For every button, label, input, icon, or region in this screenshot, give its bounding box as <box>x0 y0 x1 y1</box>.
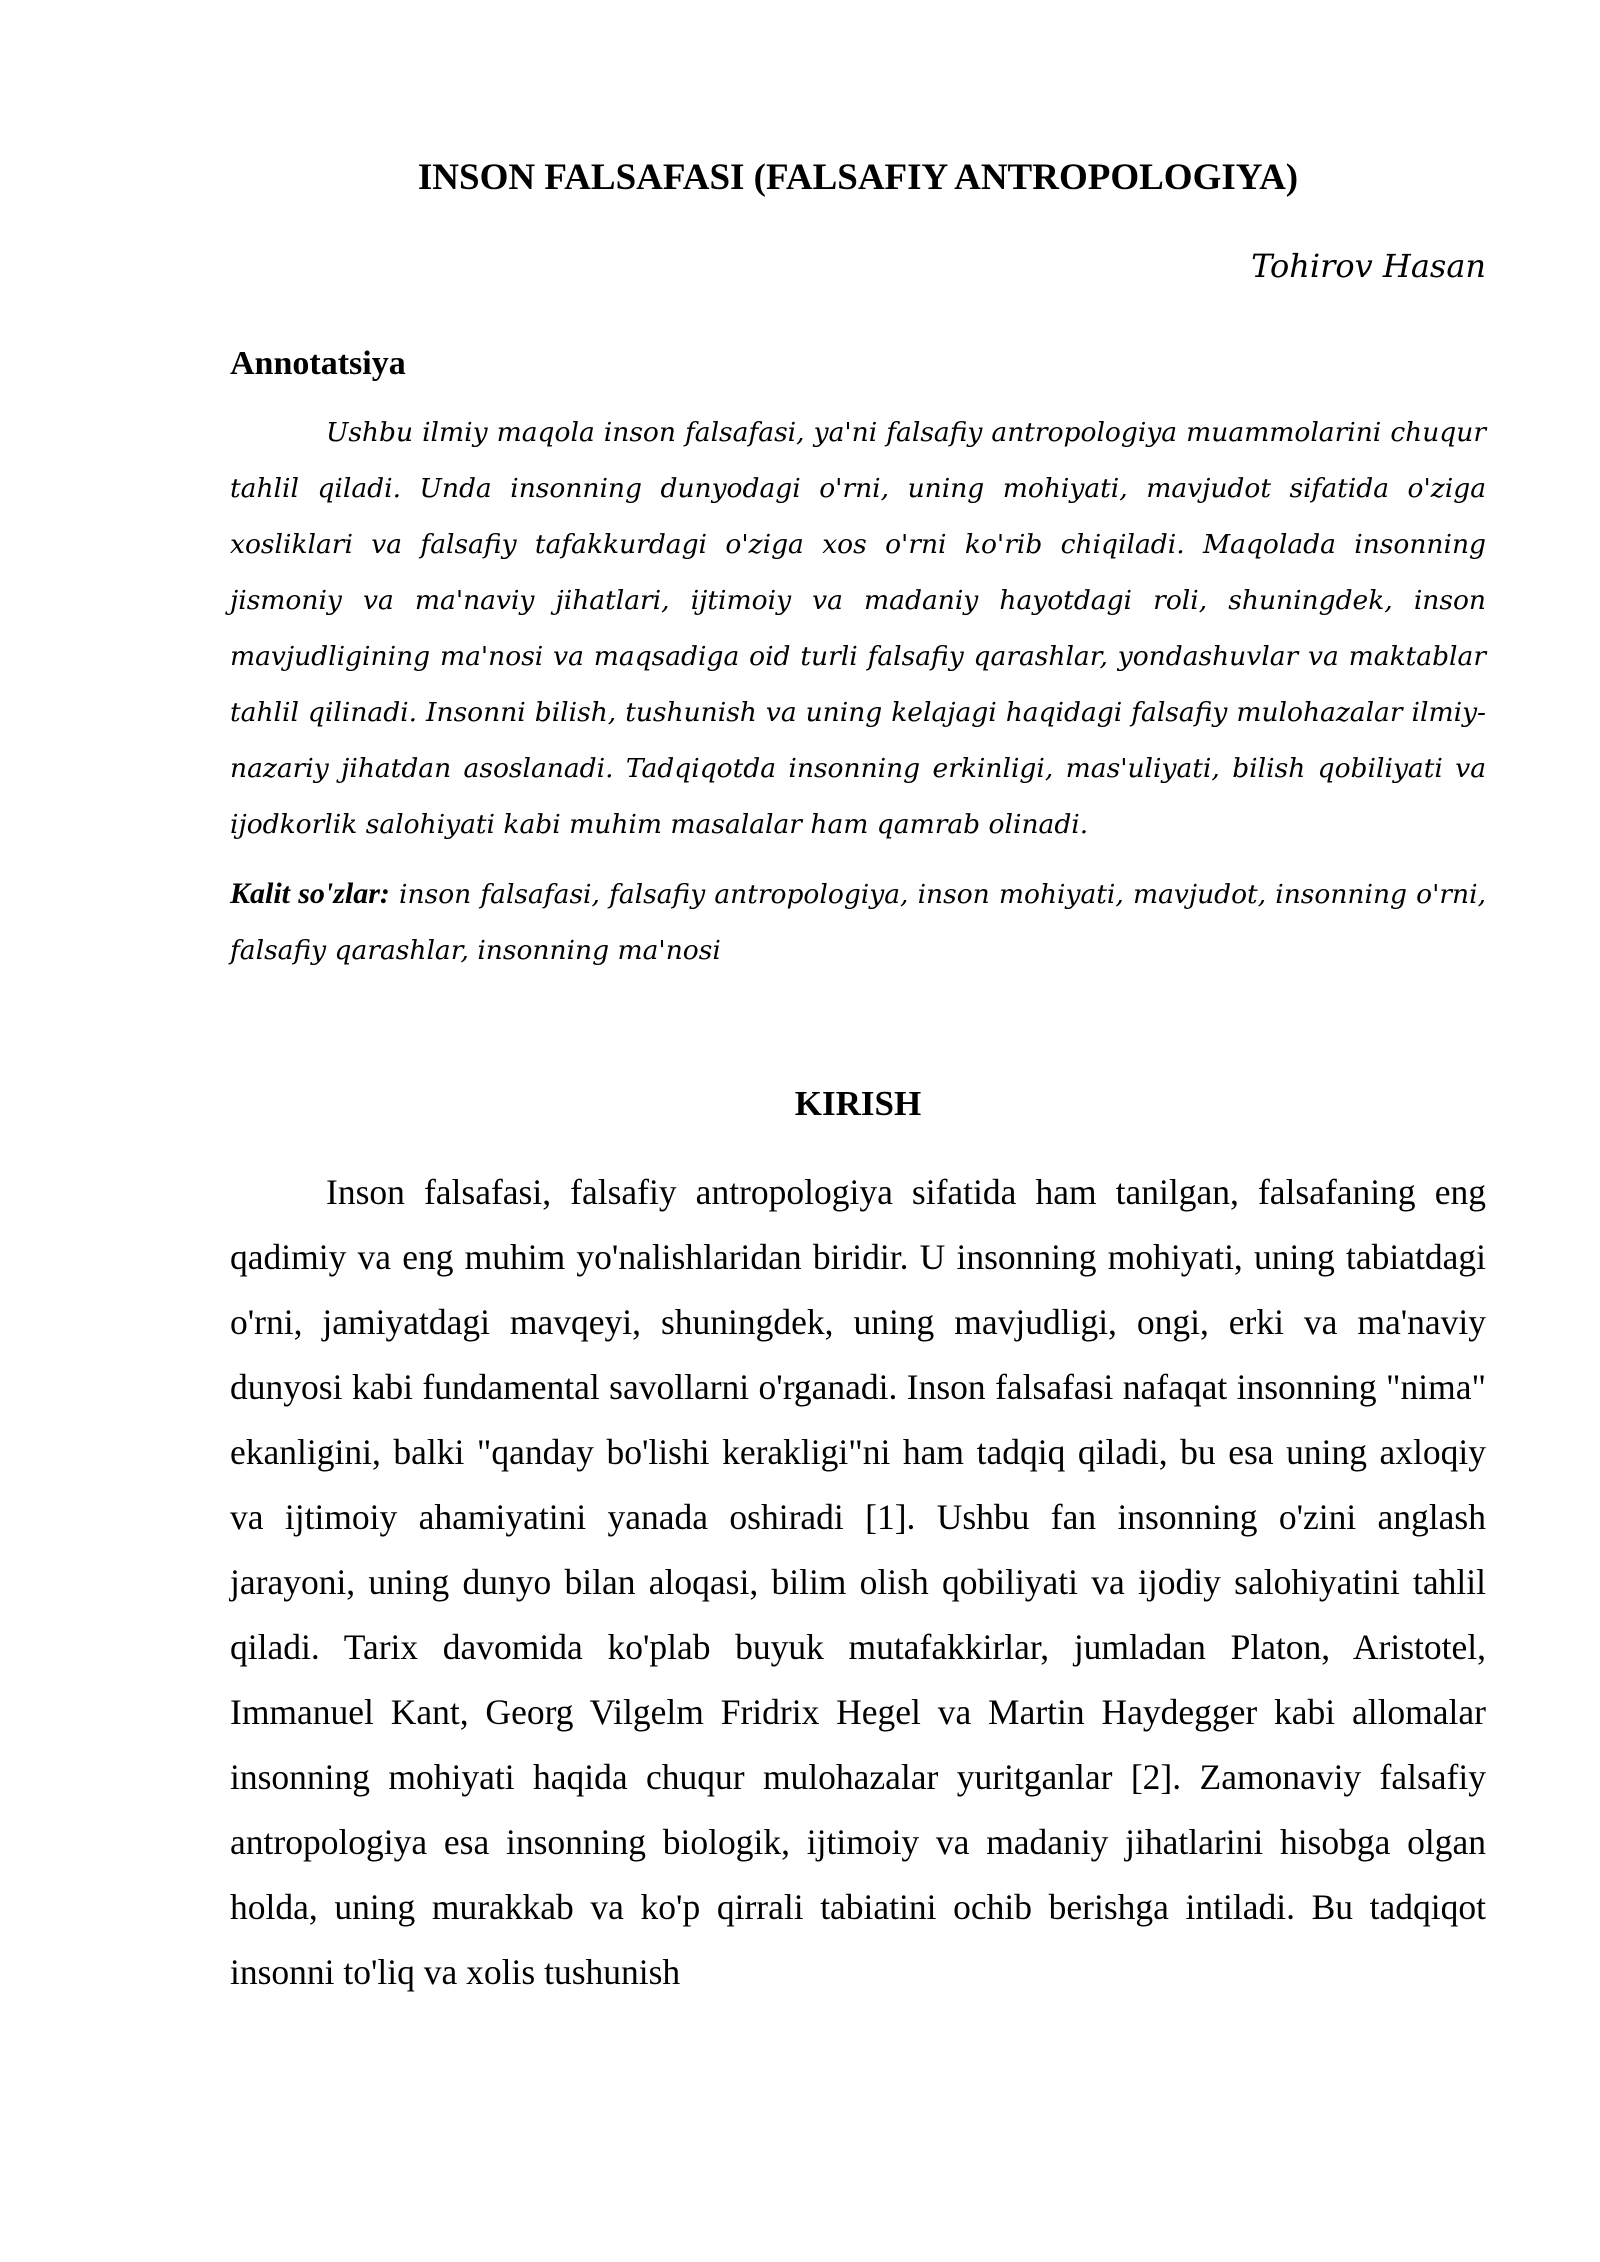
introduction-text: Inson falsafasi, falsafiy antropologiya sifatida ham tanilgan, falsafaning eng qadimiy va eng muhim yo'nalishlaridan biridir. U insonning mohiyati, uning tabiatdagi o'rni, jamiyatdagi mavqeyi, shuningdek, uning mavjudligi, ongi, erki va ma'naviy dunyosi kabi fundamental savollarni o'rganadi. Inson falsafasi nafaqat insonning "nima" ekanligini, balki "qanday bo'lishi kerakligi"ni ham tadqiq qiladi, bu esa uning axloqiy va ijtimoiy ahamiyatini yanada oshiradi [1]. Ushbu fan insonning o'zini anglash jarayoni, uning dunyo bilan aloqasi, bilim olish qobiliyati va ijodiy salohiyatini tahlil qiladi. Tarix davomida ko'plab buyuk mutafakkirlar, jumladan Platon, Aristotel, Immanuel Kant, Georg Vilgelm Fridrix Hegel va Martin Haydegger kabi allomalar insonning mohiyati haqida chuqur mulohazalar yuritganlar [2]. Zamonaviy falsafiy antropologiya esa insonning biologik, ijtimoiy va madaniy jihatlarini hisobga olgan holda, uning murakkab va ko'p qirrali tabiatini ochib berishga intiladi. Bu tadqiqot insonni to'liq va xolis tushunish <box>230 1172 1486 1992</box>
annotation-text: Ushbu ilmiy maqola inson falsafasi, ya'ni falsafiy antropologiya muammolarini chuqur tahlil qiladi. Unda insonning dunyodagi o'rni, uning mohiyati, mavjudot sifatida o'ziga xosliklari va falsafiy tafakkurdagi o'ziga xos o'rni ko'rib chiqiladi. Maqolada insonning jismoniy va ma'naviy jihatlari, ijtimoiy va madaniy hayotdagi roli, shuningdek, inson mavjudligining ma'nosi va maqsadiga oid turli falsafiy qarashlar, yondashuvlar va maktablar tahlil qilinadi. Insonni bilish, tushunish va uning kelajagi haqidagi falsafiy mulohazalar ilmiy-nazariy jihatdan asoslanadi. Tadqiqotda insonning erkinligi, mas'uliyati, bilish qobiliyati va ijodkorlik salohiyati kabi muhim masalalar ham qamrab olinadi. <box>230 417 1486 840</box>
author-name: Tohirov Hasan <box>1251 247 1486 285</box>
keywords-paragraph <box>230 866 1486 979</box>
keywords-label: Kalit so'zlar: <box>230 877 390 910</box>
keywords-list: inson falsafasi, falsafiy antropologiya, inson mohiyati, mavjudot, insonning o'rni, falsafiy qarashlar, insonning ma'nosi <box>230 879 1487 966</box>
introduction-heading: KIRISH <box>794 1084 922 1123</box>
annotation-heading: Annotatsiya <box>230 345 406 382</box>
paper-title: INSON FALSAFASI (FALSAFIY ANTROPOLOGIYA) <box>417 157 1299 198</box>
